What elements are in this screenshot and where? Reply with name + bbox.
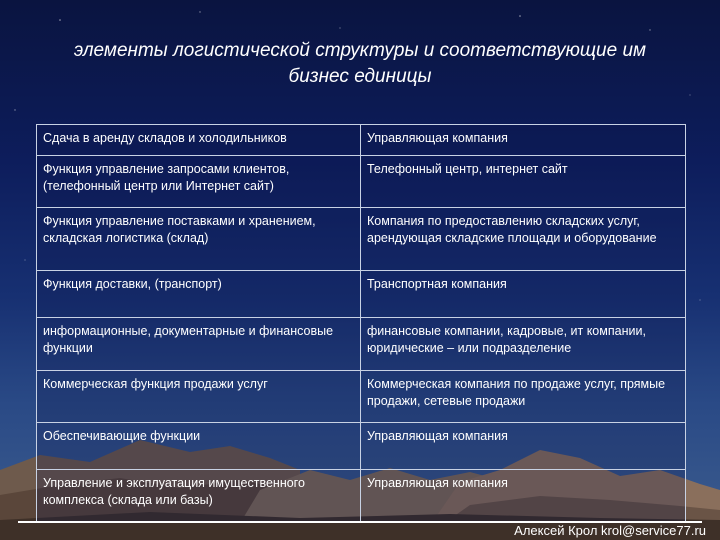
function-cell: Обеспечивающие функции bbox=[37, 423, 361, 470]
function-cell: информационные, документарные и финансовые функции bbox=[37, 318, 361, 371]
table-row bbox=[37, 318, 686, 371]
unit-cell: Коммерческая компания по продаже услуг, прямые продажи, сетевые продажи bbox=[361, 371, 686, 423]
table-row bbox=[37, 125, 686, 156]
function-cell: Сдача в аренду складов и холодильников bbox=[37, 125, 361, 156]
table-row bbox=[37, 470, 686, 522]
unit-cell: Управляющая компания bbox=[361, 470, 686, 522]
table-row bbox=[37, 371, 686, 423]
unit-cell: финансовые компании, кадровые, ит компании, юридические – или подразделение bbox=[361, 318, 686, 371]
footer-author: Алексей Крол bbox=[514, 523, 598, 538]
unit-cell: Транспортная компания bbox=[361, 271, 686, 318]
unit-cell: Телефонный центр, интернет сайт bbox=[361, 156, 686, 208]
function-cell: Управление и эксплуатация имущественного комплекса (склада или базы) bbox=[37, 470, 361, 522]
function-cell: Функция управление запросами клиентов, (телефонный центр или Интернет сайт) bbox=[37, 156, 361, 208]
footer-email: krol@service77.ru bbox=[601, 523, 706, 538]
unit-cell: Управляющая компания bbox=[361, 125, 686, 156]
table-row bbox=[37, 271, 686, 318]
unit-cell: Управляющая компания bbox=[361, 423, 686, 470]
logistics-table bbox=[36, 124, 686, 522]
title-line-1: элементы логистической структуры и соответствующие им bbox=[73, 40, 647, 61]
function-cell: Функция управление поставками и хранением, складская логистика (склад) bbox=[37, 208, 361, 271]
unit-cell: Компания по предоставлению складских услуг, арендующая складские площади и оборудование bbox=[361, 208, 686, 271]
slide-title bbox=[40, 38, 680, 90]
title-line-2: бизнес единицы bbox=[288, 66, 432, 87]
table-row bbox=[37, 423, 686, 470]
footer-credit bbox=[514, 523, 706, 538]
function-cell: Коммерческая функция продажи услуг bbox=[37, 371, 361, 423]
table-row bbox=[37, 156, 686, 208]
function-cell: Функция доставки, (транспорт) bbox=[37, 271, 361, 318]
table-row bbox=[37, 208, 686, 271]
